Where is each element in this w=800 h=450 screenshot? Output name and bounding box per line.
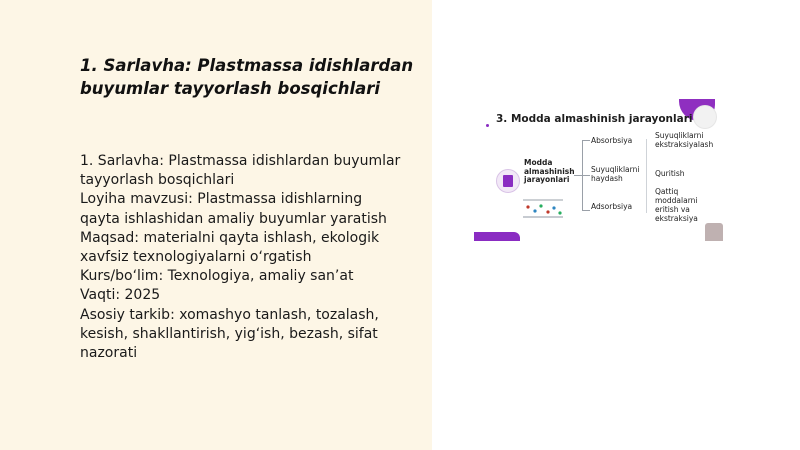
result-line: eritish va	[655, 205, 690, 214]
result-eritish	[655, 187, 698, 223]
text-line: qayta ishlashidan amaliy buyumlar yaratish	[80, 210, 387, 227]
decoration-block	[705, 223, 723, 241]
connector	[582, 140, 590, 141]
flask-icon	[496, 169, 520, 193]
text-line: tayyorlash bosqichlari	[80, 172, 235, 189]
text-line: Loyiha mavzusi: Plastmassa idishlarning	[80, 191, 363, 208]
divider	[646, 139, 647, 213]
result-quritish: Quritish	[655, 169, 685, 178]
result-line: ekstraksiya	[655, 214, 698, 223]
decoration-circle	[693, 105, 717, 129]
branch-absorbsiya: Absorbsiya	[591, 136, 633, 145]
slide-title: 3. Modda almashinish jarayonlari	[496, 113, 693, 125]
result-line: Qattiq	[655, 187, 679, 196]
text-line: nazorati	[80, 345, 138, 362]
page-title: 1. Sarlavha: Plastmassa idishlardan buyumlar tayyorlash bosqichlari	[80, 56, 414, 98]
lab-illustration	[520, 197, 566, 223]
result-line: moddalarni	[655, 196, 698, 205]
center-label	[524, 159, 575, 185]
branch-line: Suyuqliklarni	[591, 165, 640, 174]
connector	[582, 210, 590, 211]
text-line: Kurs/bo‘lim: Texnologiya, amaliy san’at	[80, 268, 354, 285]
result-line: Suyuqliklarni	[655, 131, 704, 140]
result-ekstraksiya	[655, 131, 713, 149]
bullet-dot	[486, 124, 489, 127]
center-label-line: almashinish	[524, 166, 575, 176]
description-text	[80, 152, 425, 363]
connector	[582, 175, 590, 176]
text-line: Asosiy tarkib: xomashyo tanlash, tozalash,	[80, 306, 379, 323]
text-line: kesish, shakllantirish, yig‘ish, bezash, sifat	[80, 325, 378, 342]
decoration-bar	[474, 232, 520, 241]
text-line: 1. Sarlavha: Plastmassa idishlardan buyumlar	[80, 153, 401, 169]
center-label-line: jarayonlari	[524, 175, 570, 184]
text-line: xavfsiz texnologiyalarni o‘rgatish	[80, 249, 312, 266]
branch-adsorbsiya: Adsorbsiya	[591, 202, 633, 211]
result-line: ekstraksiyalash	[655, 140, 714, 149]
slide-image	[474, 99, 725, 241]
connector	[574, 175, 582, 176]
text-line: Maqsad: materialni qayta ishlash, ekologik	[80, 229, 380, 246]
branch-haydash	[591, 165, 639, 183]
branch-line: haydash	[591, 174, 623, 183]
center-label-line: Modda	[524, 158, 553, 167]
text-line: Vaqti: 2025	[80, 287, 161, 304]
